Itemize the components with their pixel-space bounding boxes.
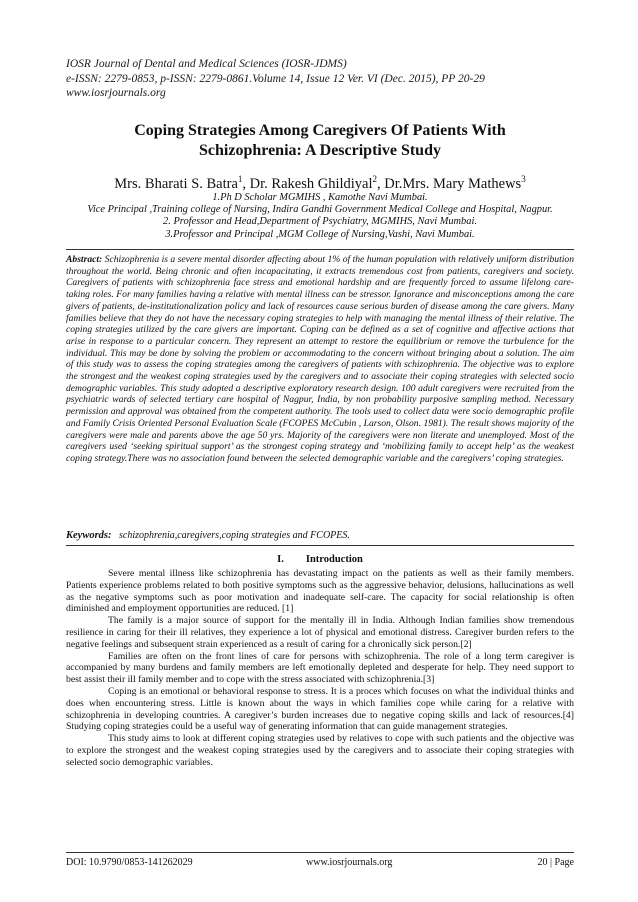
section-number: I. bbox=[277, 554, 284, 565]
paper-title bbox=[66, 121, 574, 161]
affiliation-line: 2. Professor and Head,Department of Psychiatry, MGMIHS, Navi Mumbai. bbox=[163, 216, 477, 228]
keywords bbox=[66, 530, 574, 542]
keywords-label: Keywords: bbox=[66, 530, 112, 541]
paragraph: This study aims to look at different coping strategies used by relatives to cope with such patients and the objective was to explore the strongest and the weakest coping strategies used by the caregivers and to associate their coping strategies with selected socio demographic variables. bbox=[66, 733, 574, 768]
journal-website: www.iosrjournals.org bbox=[66, 87, 166, 99]
affiliation-line: 1.Ph D Scholar MGMIHS , Kamothe Navi Mumbai. bbox=[212, 192, 428, 203]
section-heading bbox=[66, 553, 574, 566]
paragraph: The family is a major source of support for the mentally ill in India. Although Indian families show tremendous resilience in caring for their ill relatives, they experience a lot of physical and emotional distress. Caregiver burden refers to the negative feelings and subsequent strain experienced as a result of caring for a chronically sick person.[2] bbox=[66, 615, 574, 650]
affiliation-line: 3.Professor and Principal ,MGM College of Nursing,Vashi, Navi Mumbai. bbox=[165, 228, 475, 240]
paragraph: Severe mental illness like schizophrenia has devastating impact on the patients as well as their family members. Patients experience problems related to both positive symptoms such as the aggressive behavior, delusions, hallucinations as well as the negative symptoms such as poor motivation and inadequate self-care. The capacity for social relationship is often diminished and employment opportunities are reduced. [1] bbox=[66, 568, 574, 615]
paragraph: Families are often on the front lines of care for persons with schizophrenia. The role of a long term caregiver is accompanied by many burdens and family members are left emotionally depleted and desperate for help. They need support to best assist their ill family member and to cope with the stress associated with schizophrenia.[3] bbox=[66, 650, 574, 686]
abstract bbox=[66, 254, 574, 465]
keywords-text: schizophrenia,caregivers,coping strategies and FCOPES. bbox=[119, 530, 350, 541]
author-3-marker: 3 bbox=[521, 174, 526, 184]
abstract-bottom-rule bbox=[66, 545, 574, 546]
footer-rule bbox=[66, 852, 574, 853]
title-line-1: Coping Strategies Among Caregivers Of Patients With bbox=[134, 122, 506, 139]
author-list bbox=[66, 170, 574, 193]
journal-name: IOSR Journal of Dental and Medical Sciences (IOSR-JDMS) bbox=[66, 58, 347, 70]
author-1: Mrs. Bharati S. Batra bbox=[114, 175, 238, 192]
introduction-body bbox=[66, 568, 574, 769]
author-2-marker: 2 bbox=[372, 174, 378, 184]
footer-website: www.iosrjournals.org bbox=[306, 857, 393, 868]
footer-page-number: 20 | Page bbox=[537, 857, 574, 868]
affiliations bbox=[66, 192, 574, 241]
abstract-text: Schizophrenia is a severe mental disorder affecting about 1% of the human population with relatively uniform distribution throughout the world. Being chronic and often incapacitating, it extracts tremendous cost from patients, caregivers and society. Caregivers of patients with schizophrenia face stress and emotional hardship and are frequently forced to assume lifelong care-taking roles. For many families having a relative with mental illness can be stressor. Ignorance and misconceptions among the care givers of patients, de-institutionalization policy and lack of resources cause serious burden of disease among the care givers. Many families believe that they do not have the necessary coping strategies to help with managing the mental illness of their relative. The coping strategies utilized by the care givers are important. Coping can be defined as a set of cognitive and affective actions that arise in response to a particular concern. They represent an attempt to restore the equilibrium or remove the turbulence for the individual. This may be done by solving the problem or accommodating to the concern without bringing about a solution. The aim of this study was to assess the coping strategies among the caregivers of patients with schizophrenia. The objective was to explore the strongest and the weakest coping strategies used by the caregivers and to associate their coping strategies with selected socio demographic variables. This study adopted a descriptive exploratory research design. 100 adult caregivers were recruited from the psychiatric wards of selected tertiary care hospital of Nagpur, India, by non probability purposive sampling method. Necessary permission and approval was obtained from the competent authority. The tools used to collect data were socio demographic profile and Family Crisis Oriented Personal Evaluation Scale (FCOPES McCubin , Larson, Olson. 1981). The result shows majority of the caregivers were male and parents above the age 50 yrs. Majority of the caregivers were non literate and unemployed. Most of the caregivers used ‘seeking spiritual support’ as the strongest coping strategy and ‘mobilizing family to accept help’ as the weakest coping strategy.There was no association found between the selected demographic variable and the caregivers’ coping strategies. bbox=[66, 254, 574, 464]
abstract-top-rule bbox=[66, 249, 574, 250]
author-1-marker: 1 bbox=[237, 174, 243, 184]
title-line-2: Schizophrenia: A Descriptive Study bbox=[199, 142, 441, 159]
section-title: Introduction bbox=[305, 554, 363, 565]
journal-header bbox=[66, 57, 586, 101]
footer-doi: DOI: 10.9790/0853-141262029 bbox=[66, 857, 193, 868]
paragraph: Coping is an emotional or behavioral response to stress. It is a proces which focuses on what the individual thinks and does when encountering stress. Little is known about the ways in which families cope while caring for a relative with schizophrenia in developing countries. A caregiver’s burden increases due to negative coping skills and lack of resources.[4] Studying coping strategies could be a useful way of generating information that can guide management strategies. bbox=[66, 685, 574, 733]
author-2: , Dr. Rakesh Ghildiyal bbox=[242, 175, 373, 192]
affiliation-line: Vice Principal ,Training college of Nursing, Indira Gandhi Government Medical College and Hospital, Nagpur. bbox=[87, 204, 553, 216]
author-3: , Dr.Mrs. Mary Mathews bbox=[377, 175, 522, 192]
journal-issn: e-ISSN: 2279-0853, p-ISSN: 2279-0861.Volume 14, Issue 12 Ver. VI (Dec. 2015), PP 20-29 bbox=[66, 72, 485, 85]
abstract-label: Abstract: bbox=[66, 254, 103, 265]
